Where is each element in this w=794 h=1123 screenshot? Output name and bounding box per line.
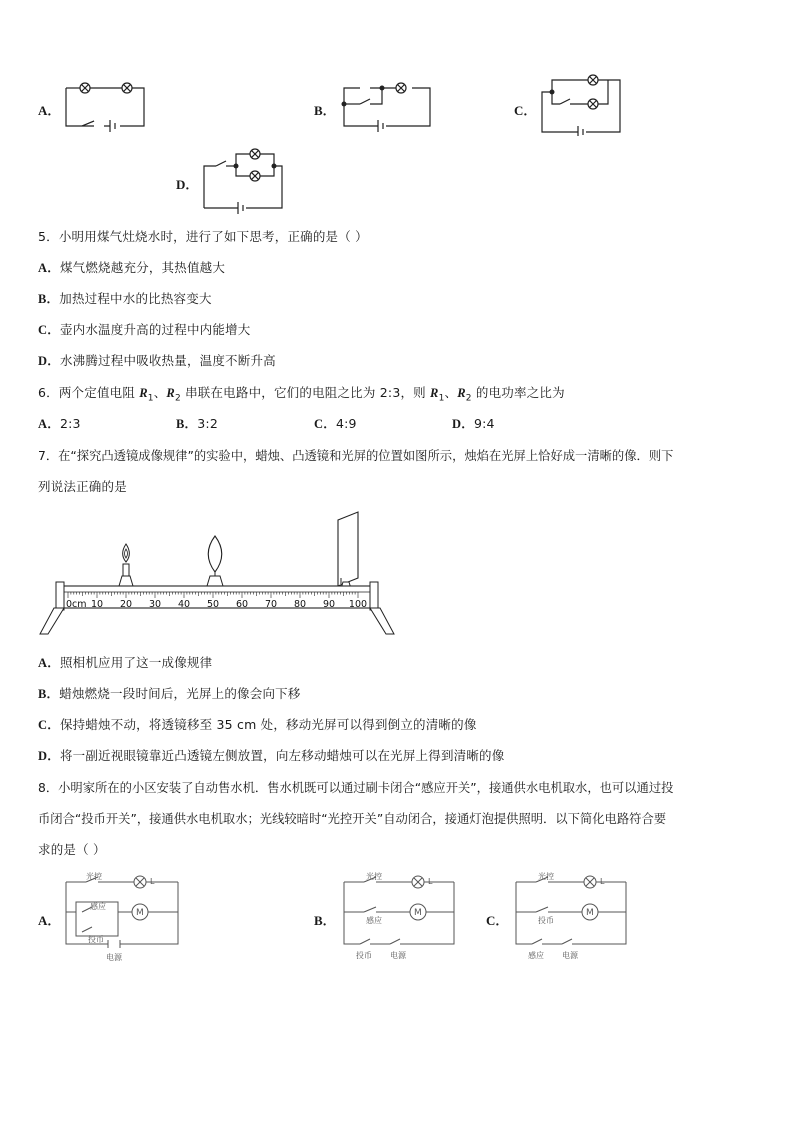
option-label: C． (38, 718, 60, 732)
label-light: 光控 (366, 872, 382, 881)
q8-circuit-b (338, 872, 460, 964)
q6-option-d (452, 416, 495, 432)
q4-circuit-d (200, 146, 290, 214)
label-coin: 投币 (538, 916, 554, 925)
label-coin: 投币 (356, 951, 372, 960)
option-text: 照相机应用了这一成像规律 (59, 655, 213, 670)
q8-option-a-label: A． (38, 913, 61, 928)
option-text: 水沸腾过程中吸收热量，温度不断升高 (59, 353, 276, 368)
q7-stem-line1: 7．在“探究凸透镜成像规律”的实验中，蜡烛、凸透镜和光屏的位置如图所示，烛焰在光屏上恰好成一清晰的像．则下 (38, 449, 674, 463)
q6-option-b (176, 416, 218, 432)
label-sense: 感应 (528, 951, 544, 960)
bench-tick-label: 90 (322, 599, 336, 610)
option-text: 9:4 (473, 416, 495, 431)
r2-symbol: R (166, 386, 175, 400)
q7-option-d (38, 748, 504, 764)
q6-stem (38, 385, 565, 407)
q8-circuit-c (510, 872, 632, 964)
bench-tick-label: 60 (235, 599, 249, 610)
q4-option-a-label: A． (38, 103, 61, 118)
option-text: 壶内水温度升高的过程中内能增大 (59, 322, 251, 337)
option-text: 蜡烛燃烧一段时间后，光屏上的像会向下移 (59, 686, 301, 701)
q4-option-b-label: B． (314, 103, 336, 118)
separator: 、 (153, 385, 167, 400)
r2-subscript-2: 2 (465, 393, 472, 404)
q5-option-b (38, 291, 212, 307)
q7-option-a (38, 655, 212, 671)
option-label: D． (452, 417, 474, 431)
label-light: 光控 (86, 872, 102, 881)
option-label: C． (314, 417, 336, 431)
label-lamp: L (600, 877, 605, 886)
option-label: B． (38, 687, 60, 701)
option-label: B． (38, 292, 60, 306)
option-label: B． (176, 417, 198, 431)
q7-option-b (38, 686, 301, 702)
option-label: C． (38, 323, 60, 337)
r2-subscript: 2 (174, 393, 181, 404)
bench-tick-label: 0cm (66, 599, 87, 610)
label-coin: 投币 (88, 935, 104, 944)
r1-symbol-2: R (430, 386, 439, 400)
q5-stem: 5．小明用煤气灶烧水时，进行了如下思考，正确的是（ ） (38, 229, 368, 244)
label-power: 电源 (390, 951, 406, 960)
q8-stem-line3: 求的是（ ） (38, 842, 106, 857)
option-label: D． (38, 749, 60, 763)
bench-tick-label: 80 (293, 599, 307, 610)
bench-tick-label: 100 (348, 599, 368, 610)
optical-bench-figure (36, 510, 396, 638)
q6-option-c (314, 416, 357, 432)
q4-circuit-a (60, 78, 150, 134)
light-screen (338, 512, 358, 586)
label-sense: 感应 (90, 902, 106, 911)
q8-stem-line1: 8．小明家所在的小区安装了自动售水机．售水机既可以通过刷卡闭合“感应开关”，接通供水电机取水，也可以通过投 (38, 781, 674, 795)
q4-circuit-c (536, 72, 626, 136)
option-text: 3:2 (197, 416, 218, 431)
q5-option-c (38, 322, 250, 338)
q8-stem-line2: 币闭合“投币开关”，接通供水电机取水；光线较暗时“光控开关”自动闭合，接通灯泡提供照明．以下简化电路符合要 (38, 812, 667, 826)
r1-subscript: 1 (147, 393, 154, 404)
q8-option-b-label: B． (314, 913, 336, 928)
q6-stem-b: 串联在电路中，它们的电阻之比为 2:3，则 (180, 385, 431, 400)
option-label: A． (38, 656, 60, 670)
q8-circuit-a (62, 872, 184, 964)
separator-2: 、 (444, 385, 458, 400)
convex-lens (208, 536, 222, 572)
q4-option-c-label: C． (514, 103, 537, 118)
bench-tick-label: 30 (148, 599, 162, 610)
label-lamp: L (150, 877, 155, 886)
label-lamp: L (428, 877, 433, 886)
option-text: 2:3 (59, 416, 81, 431)
bench-tick-label: 70 (264, 599, 278, 610)
option-text: 将一副近视眼镜靠近凸透镜左侧放置，向左移动蜡烛可以在光屏上得到清晰的像 (59, 748, 505, 763)
option-text: 4:9 (335, 416, 357, 431)
bench-tick-label: 10 (90, 599, 104, 610)
bench-tick-label: 50 (206, 599, 220, 610)
option-label: A． (38, 417, 60, 431)
label-light: 光控 (538, 872, 554, 881)
q7-option-c (38, 717, 477, 733)
r2-symbol-2: R (457, 386, 466, 400)
bench-tick-label: 40 (177, 599, 191, 610)
bench-tick-label: 20 (119, 599, 133, 610)
option-text: 保持蜡烛不动，将透镜移至 35 cm 处，移动光屏可以得到倒立的清晰的像 (59, 717, 477, 732)
option-text: 加热过程中水的比热容变大 (59, 291, 212, 306)
label-motor: M (136, 908, 144, 918)
label-motor: M (414, 908, 422, 918)
r1-subscript-2: 1 (438, 393, 445, 404)
q4-circuit-b (338, 78, 438, 134)
label-power: 电源 (106, 953, 122, 962)
option-label: A． (38, 261, 60, 275)
q5-option-d (38, 353, 276, 369)
q4-option-d-label: D． (176, 177, 199, 192)
q6-option-a (38, 416, 81, 432)
q5-option-a (38, 260, 225, 276)
q8-option-c-label: C． (486, 913, 509, 928)
label-sense: 感应 (366, 916, 382, 925)
option-label: D． (38, 354, 60, 368)
q7-stem-line2: 列说法正确的是 (38, 479, 127, 494)
option-text: 煤气燃烧越充分，其热值越大 (59, 260, 226, 275)
label-motor: M (586, 908, 594, 918)
r1-symbol: R (139, 386, 148, 400)
q6-stem-c: 的电功率之比为 (471, 385, 565, 400)
candle-body (123, 564, 129, 576)
label-power: 电源 (562, 951, 578, 960)
q6-stem-a: 6．两个定值电阻 (38, 385, 140, 400)
